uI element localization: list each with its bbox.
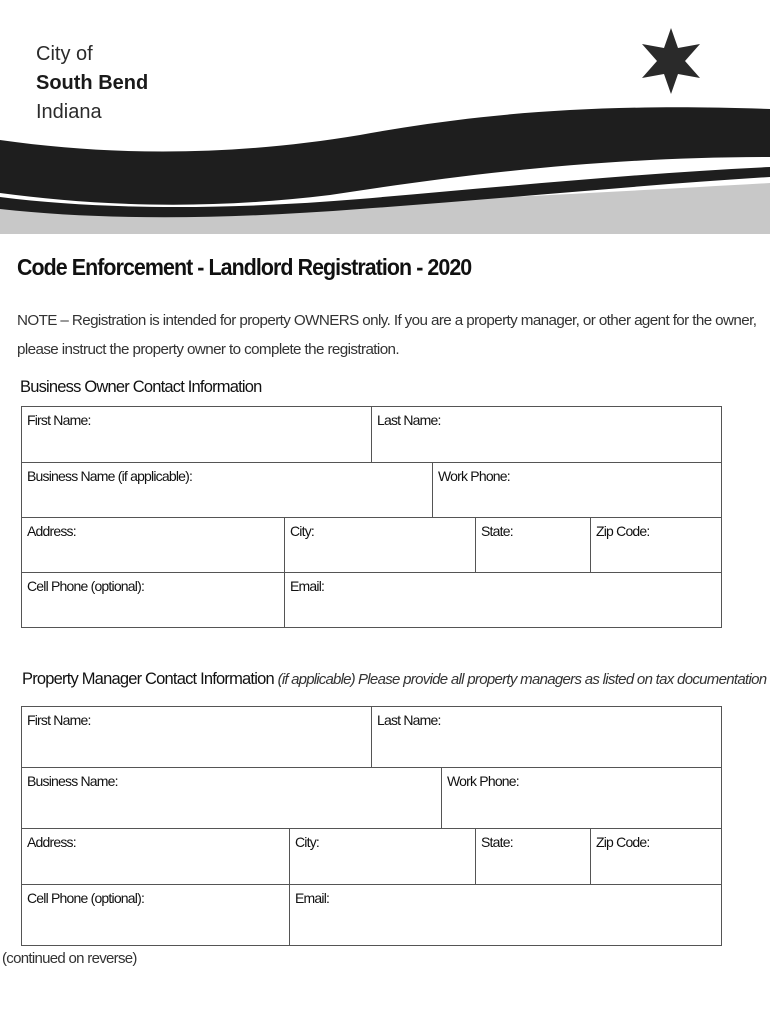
owner-work-phone-label: Work Phone: bbox=[438, 468, 510, 484]
manager-zip-label: Zip Code: bbox=[596, 834, 650, 850]
owner-city-label: City: bbox=[290, 523, 315, 539]
manager-heading-suffix: (if applicable) bbox=[277, 671, 355, 688]
manager-city-field[interactable] bbox=[290, 829, 476, 885]
manager-state-field[interactable] bbox=[476, 829, 591, 885]
owner-last-name-field[interactable] bbox=[372, 407, 721, 463]
owner-address-field[interactable] bbox=[22, 518, 285, 573]
manager-cell-phone-field[interactable] bbox=[22, 885, 290, 945]
manager-first-name-label: First Name: bbox=[27, 712, 91, 728]
owner-work-phone-field[interactable] bbox=[433, 463, 721, 518]
manager-zip-field[interactable] bbox=[591, 829, 721, 885]
owner-email-field[interactable] bbox=[285, 573, 721, 627]
owner-last-name-label: Last Name: bbox=[377, 412, 441, 428]
continued-on-reverse-note: (continued on reverse) bbox=[2, 950, 137, 967]
owner-state-label: State: bbox=[481, 523, 513, 539]
owner-first-name-label: First Name: bbox=[27, 412, 91, 428]
manager-last-name-field[interactable] bbox=[372, 707, 721, 768]
logo-line-south-bend: South Bend bbox=[36, 72, 149, 94]
manager-state-label: State: bbox=[481, 834, 513, 850]
owner-zip-label: Zip Code: bbox=[596, 523, 650, 539]
owner-state-field[interactable] bbox=[476, 518, 591, 573]
header-wave-graphic bbox=[0, 95, 770, 234]
owner-cell-phone-field[interactable] bbox=[22, 573, 285, 627]
owner-business-name-field[interactable] bbox=[22, 463, 433, 518]
manager-address-label: Address: bbox=[27, 834, 76, 850]
owner-business-name-label: Business Name (if applicable): bbox=[27, 468, 193, 484]
owner-first-name-field[interactable] bbox=[22, 407, 372, 463]
logo-line-indiana: Indiana bbox=[36, 101, 102, 123]
manager-cell-phone-label: Cell Phone (optional): bbox=[27, 890, 145, 906]
document-title: Code Enforcement - Landlord Registration - 2020 bbox=[17, 254, 472, 280]
page-header bbox=[0, 0, 770, 234]
manager-email-label: Email: bbox=[295, 890, 330, 906]
manager-work-phone-field[interactable] bbox=[442, 768, 721, 829]
manager-address-field[interactable] bbox=[22, 829, 290, 885]
manager-business-name-label: Business Name: bbox=[27, 773, 118, 789]
manager-section-heading bbox=[22, 670, 355, 689]
owner-cell-phone-label: Cell Phone (optional): bbox=[27, 578, 145, 594]
logo-line-city-of: City of bbox=[36, 43, 93, 65]
manager-business-name-field[interactable] bbox=[22, 768, 442, 829]
manager-first-name-field[interactable] bbox=[22, 707, 372, 768]
six-point-star-icon bbox=[640, 28, 702, 94]
owner-contact-form bbox=[21, 406, 722, 628]
manager-city-label: City: bbox=[295, 834, 320, 850]
owner-zip-field[interactable] bbox=[591, 518, 721, 573]
owner-section-heading: Business Owner Contact Information bbox=[20, 378, 262, 396]
manager-email-field[interactable] bbox=[290, 885, 721, 945]
manager-contact-form bbox=[21, 706, 722, 946]
owner-email-label: Email: bbox=[290, 578, 325, 594]
manager-work-phone-label: Work Phone: bbox=[447, 773, 519, 789]
manager-side-note: Please provide all property managers as listed on tax documentation bbox=[358, 671, 767, 688]
manager-last-name-label: Last Name: bbox=[377, 712, 441, 728]
manager-heading-text: Property Manager Contact Information bbox=[22, 670, 274, 688]
owner-address-label: Address: bbox=[27, 523, 76, 539]
registration-note: NOTE – Registration is intended for property OWNERS only. If you are a property manager, or other agent for the owner, please instruct the property owner to complete the registration. bbox=[17, 312, 757, 358]
owner-city-field[interactable] bbox=[285, 518, 476, 573]
